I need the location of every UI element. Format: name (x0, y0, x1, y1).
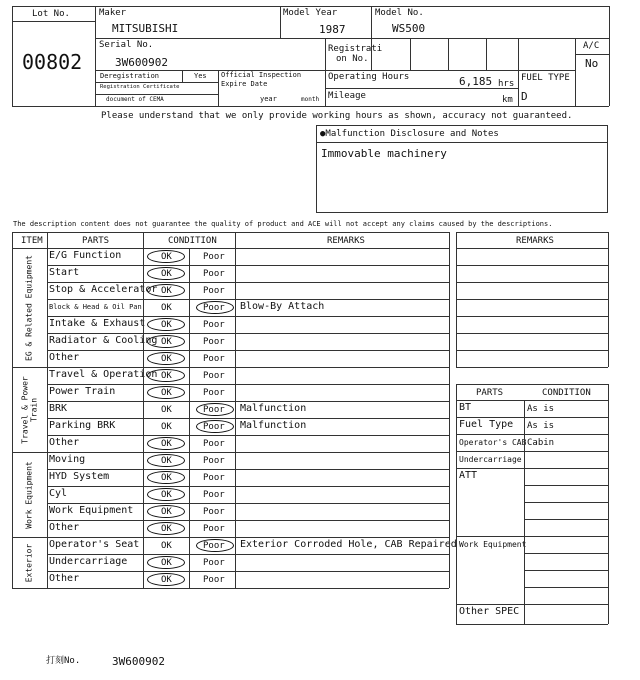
poor-option: Poor (203, 303, 225, 313)
right-table-row (456, 451, 608, 468)
table-row (12, 486, 449, 503)
ok-selected-circle (147, 556, 185, 569)
col-remarks: REMARKS (327, 236, 365, 246)
table-row (12, 554, 449, 571)
table-row (12, 333, 449, 350)
ac-label: A/C (583, 41, 600, 51)
poor-option: Poor (203, 388, 225, 398)
part-name: HYD System (49, 471, 110, 482)
right-col-parts: PARTS (476, 388, 504, 398)
poor-option: Poor (203, 473, 225, 483)
table-row (12, 316, 449, 333)
poor-option: Poor (203, 541, 225, 551)
inspection-label-1: Official Inspection (221, 71, 302, 79)
ok-selected-circle (147, 250, 185, 263)
ok-option: OK (161, 252, 172, 262)
ok-option: OK (161, 422, 172, 432)
poor-option: Poor (203, 286, 225, 296)
part-name: E/G Function (49, 250, 122, 261)
right-col-condition: CONDITION (542, 388, 591, 398)
ok-selected-circle (147, 318, 185, 331)
table-row (12, 571, 449, 588)
right-part-name: Undercarriage (459, 455, 522, 464)
right-table-row (456, 434, 608, 451)
year-label: year (260, 95, 277, 103)
ok-option: OK (161, 337, 172, 347)
model-no-label: Model No. (375, 8, 424, 18)
operating-hours-value: 6,185 (459, 75, 493, 88)
ac-value: No (585, 57, 599, 70)
right-part-name: Operator's CAB (459, 438, 527, 447)
ok-option: OK (161, 456, 172, 466)
group-label: Work Equipment (24, 460, 34, 529)
deregistration-label: Deregistration (100, 72, 160, 80)
part-name: Power Train (49, 386, 116, 397)
table-row (12, 452, 449, 469)
part-name: Start (49, 267, 80, 278)
right-remarks-label: REMARKS (516, 236, 554, 246)
deregistration-value: Yes (194, 72, 207, 80)
part-name: Other (49, 522, 80, 533)
malfunction-title: ●Malfunction Disclosure and Notes (320, 129, 499, 139)
right-table-row (456, 604, 608, 624)
malfunction-text: Immovable machinery (321, 147, 447, 160)
ok-selected-circle (147, 284, 185, 297)
remark-text: Exterior Corroded Hole, CAB Repaired (240, 539, 457, 550)
ok-option: OK (161, 269, 172, 279)
maker-value: MITSUBISHI (112, 22, 179, 35)
ok-selected-circle (147, 267, 185, 280)
part-name: Intake & Exhaust (49, 318, 146, 329)
description-notice: The description content does not guarantee the quality of product and ACE will not accept any claims caused by the descriptions. (13, 220, 553, 228)
ok-selected-circle (147, 573, 185, 586)
inspection-label-2: Expire Date (221, 80, 268, 88)
ok-option: OK (161, 558, 172, 568)
poor-selected-circle (196, 301, 234, 314)
poor-option: Poor (203, 422, 225, 432)
remark-text: Malfunction (240, 403, 307, 414)
fuel-type-label: FUEL TYPE (521, 73, 570, 83)
ok-selected-circle (147, 471, 185, 484)
poor-selected-circle (196, 403, 234, 416)
ok-option: OK (161, 541, 172, 551)
part-name: Other (49, 437, 80, 448)
ok-option: OK (161, 388, 172, 398)
right-condition: As is (527, 421, 555, 431)
ok-option: OK (161, 439, 172, 449)
ok-selected-circle (147, 352, 185, 365)
month-label: month (301, 96, 320, 103)
remark-text: Blow-By Attach (240, 301, 325, 312)
lot-no-label: Lot No. (32, 9, 70, 19)
poor-option: Poor (203, 320, 225, 330)
registration-certificate: Registration Certificate (100, 84, 180, 90)
table-row (12, 384, 449, 401)
poor-option: Poor (203, 371, 225, 381)
serial-no-label: Serial No. (99, 40, 154, 50)
poor-option: Poor (203, 252, 225, 262)
poor-option: Poor (203, 575, 225, 585)
lot-no: 00802 (22, 50, 83, 74)
table-row (12, 265, 449, 282)
registration-label-1: Registrati (328, 44, 383, 54)
table-row (12, 401, 449, 418)
footer-label: 打刻No. (46, 656, 81, 666)
poor-option: Poor (203, 490, 225, 500)
part-name: Work Equipment (49, 505, 134, 516)
ok-option: OK (161, 405, 172, 415)
ok-option: OK (161, 371, 172, 381)
maker-label: Maker (99, 8, 127, 18)
group-label: EG & Related Equipment (24, 254, 34, 361)
ok-option: OK (161, 320, 172, 330)
footer-value: 3W600902 (112, 655, 165, 668)
right-part-name: BT (459, 402, 472, 413)
table-row (12, 418, 449, 435)
table-row (12, 537, 457, 554)
part-name: Stop & Accelerator (49, 284, 158, 295)
ok-option: OK (161, 507, 172, 517)
operating-hours-label: Operating Hours (328, 72, 410, 82)
part-name: Block & Head & Oil Pan (49, 303, 142, 311)
table-row (12, 248, 449, 265)
col-parts: PARTS (82, 236, 110, 246)
table-row (12, 282, 449, 299)
part-name: Cyl (49, 488, 68, 499)
document-cema: document of CEMA (106, 96, 164, 103)
table-row (12, 469, 449, 486)
part-name: Travel & Operation (49, 369, 158, 380)
right-table-row (456, 417, 608, 434)
ok-option: OK (161, 490, 172, 500)
serial-no-value: 3W600902 (115, 56, 168, 69)
poor-option: Poor (203, 524, 225, 534)
part-name: BRK (49, 403, 68, 414)
part-name: Other (49, 352, 80, 363)
model-year-value: 1987 (319, 23, 346, 36)
ok-selected-circle (147, 454, 185, 467)
col-item: ITEM (21, 236, 43, 246)
right-condition: As is (527, 404, 555, 414)
right-part-name: Other SPEC (459, 606, 520, 617)
part-name: Undercarriage (49, 556, 128, 567)
table-row (12, 299, 449, 316)
ok-option: OK (161, 575, 172, 585)
right-part-name: ATT (459, 470, 478, 481)
group-label: Exterior (24, 543, 34, 582)
part-name: Parking BRK (49, 420, 116, 431)
ok-selected-circle (147, 335, 185, 348)
ok-selected-circle (147, 488, 185, 501)
poor-option: Poor (203, 337, 225, 347)
col-condition: CONDITION (168, 236, 217, 246)
poor-option: Poor (203, 558, 225, 568)
table-row (12, 350, 449, 367)
group-label: Travel & Power Train (20, 375, 39, 444)
part-name: Other (49, 573, 80, 584)
hrs-unit: hrs (498, 79, 515, 89)
fuel-type-value: D (521, 90, 528, 103)
remark-text: Malfunction (240, 420, 307, 431)
poor-selected-circle (196, 420, 234, 433)
hours-notice: Please understand that we only provide working hours as shown, accuracy not guaranteed. (101, 111, 573, 121)
table-row (12, 520, 449, 537)
ok-option: OK (161, 303, 172, 313)
right-table-row (456, 400, 608, 417)
ok-option: OK (161, 286, 172, 296)
right-condition: Cabin (527, 438, 555, 448)
poor-option: Poor (203, 354, 225, 364)
right-part-name: Work Equipment (459, 540, 527, 549)
poor-option: Poor (203, 507, 225, 517)
poor-selected-circle (196, 539, 234, 552)
poor-option: Poor (203, 269, 225, 279)
mileage-label: Mileage (328, 91, 366, 101)
part-name: Radiator & Cooling (49, 335, 158, 346)
ok-option: OK (161, 354, 172, 364)
model-no-value: WS500 (392, 22, 426, 35)
right-parts-table (456, 384, 608, 624)
ok-selected-circle (147, 437, 185, 450)
ok-selected-circle (147, 369, 185, 382)
table-row (12, 367, 449, 384)
poor-option: Poor (203, 456, 225, 466)
ok-option: OK (161, 473, 172, 483)
right-part-name: Fuel Type (459, 419, 514, 430)
ok-option: OK (161, 524, 172, 534)
table-row (12, 435, 449, 452)
registration-label-2: on No. (336, 54, 369, 64)
poor-option: Poor (203, 439, 225, 449)
ok-selected-circle (147, 522, 185, 535)
part-name: Moving (49, 454, 86, 465)
malfunction-box (316, 125, 608, 213)
km-unit: km (502, 95, 513, 105)
table-row (12, 503, 449, 520)
ok-selected-circle (147, 505, 185, 518)
poor-option: Poor (203, 405, 225, 415)
right-remarks-table (456, 232, 608, 382)
condition-table (12, 232, 457, 588)
part-name: Operator's Seat (49, 539, 140, 550)
ok-selected-circle (147, 386, 185, 399)
model-year-label: Model Year (283, 8, 338, 18)
